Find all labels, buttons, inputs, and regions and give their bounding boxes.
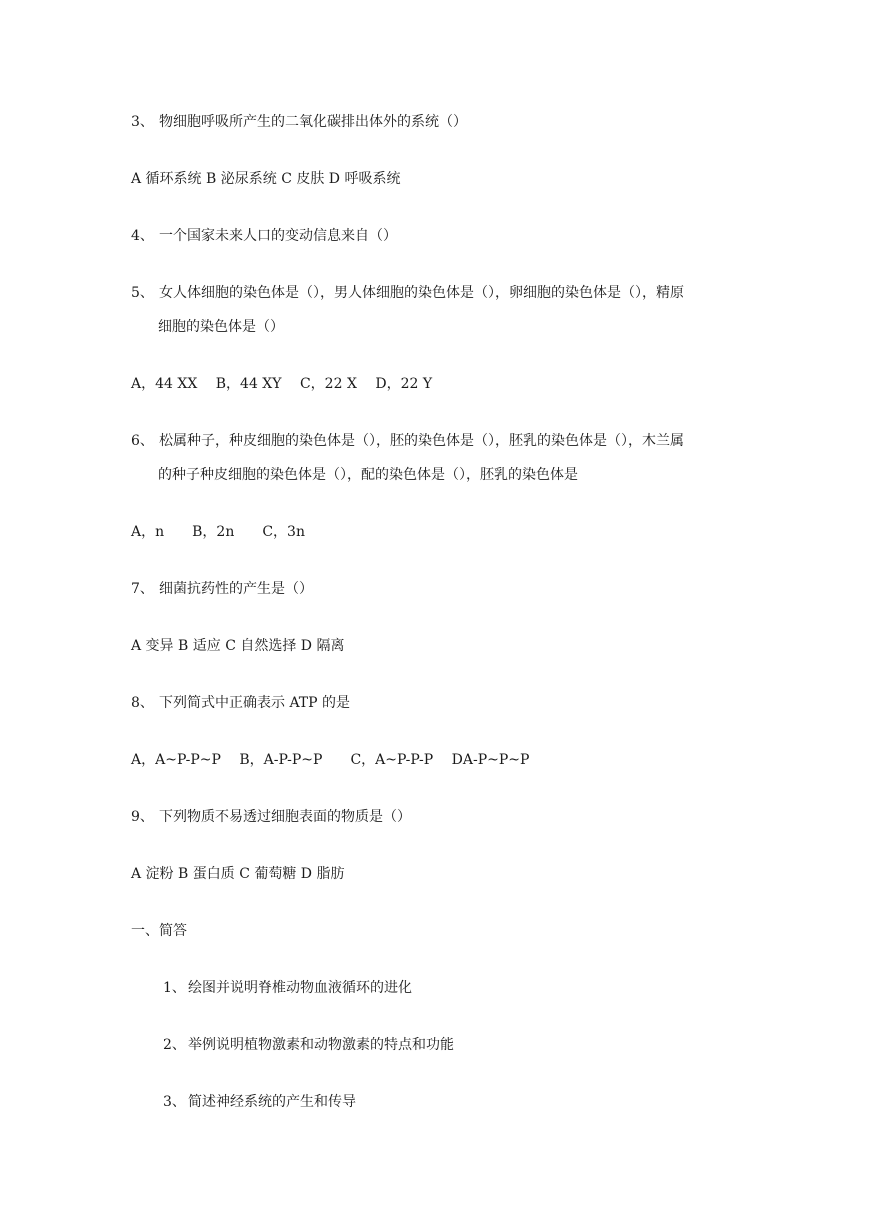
short-answer-item: [163, 1092, 356, 1112]
short-answer-item: [163, 978, 412, 998]
item-text: 绘图并说明脊椎动物血液循环的进化: [188, 980, 412, 996]
section-heading: 一、简答: [131, 923, 187, 939]
question-6-continuation: 的种子种皮细胞的染色体是（），配的染色体是（），胚乳的染色体是: [158, 467, 578, 483]
question-text: 物细胞呼吸所产生的二氧化碳排出体外的系统（）: [159, 114, 467, 130]
question-text: 下列物质不易透过细胞表面的物质是（）: [159, 809, 411, 825]
question-3-options: A 循环系统 B 泌尿系统 C 皮肤 D 呼吸系统: [131, 171, 401, 187]
question-5-options: A，44 XX B，44 XY C，22 X D，22 Y: [131, 376, 433, 392]
question-number: 9、: [131, 809, 154, 825]
question-7-options: A 变异 B 适应 C 自然选择 D 隔离: [131, 638, 345, 654]
question-4: [131, 226, 397, 246]
question-6: [131, 431, 684, 451]
item-number: 2、: [163, 1037, 186, 1053]
item-text: 举例说明植物激素和动物激素的特点和功能: [188, 1037, 454, 1053]
question-6-options: A，n B，2n C，3n: [131, 524, 305, 540]
item-text: 简述神经系统的产生和传导: [188, 1094, 356, 1110]
question-number: 8、: [131, 695, 154, 711]
question-number: 4、: [131, 228, 154, 244]
question-number: 5、: [131, 285, 154, 301]
question-5: [131, 283, 684, 303]
question-text: 一个国家未来人口的变动信息来自（）: [159, 228, 397, 244]
item-number: 1、: [163, 980, 186, 996]
item-number: 3、: [163, 1094, 186, 1110]
question-7: [131, 579, 313, 599]
question-8: [131, 693, 350, 713]
question-9-options: A 淀粉 B 蛋白质 C 葡萄糖 D 脂肪: [131, 866, 345, 882]
question-text: 下列简式中正确表示 ATP 的是: [159, 695, 351, 711]
question-8-options: A，A~P-P~P B，A-P-P~P C，A~P-P-P DA-P~P~P: [131, 752, 530, 768]
short-answer-item: [163, 1035, 454, 1055]
question-text: 松属种子，种皮细胞的染色体是（），胚的染色体是（），胚乳的染色体是（），木兰属: [159, 433, 684, 449]
question-9: [131, 807, 411, 827]
question-number: 7、: [131, 581, 154, 597]
question-3: [131, 112, 467, 132]
question-number: 3、: [131, 114, 154, 130]
question-number: 6、: [131, 433, 154, 449]
question-text: 女人体细胞的染色体是（），男人体细胞的染色体是（），卵细胞的染色体是（），精原: [159, 285, 684, 301]
question-text: 细菌抗药性的产生是（）: [159, 581, 313, 597]
question-5-continuation: 细胞的染色体是（）: [158, 319, 284, 335]
